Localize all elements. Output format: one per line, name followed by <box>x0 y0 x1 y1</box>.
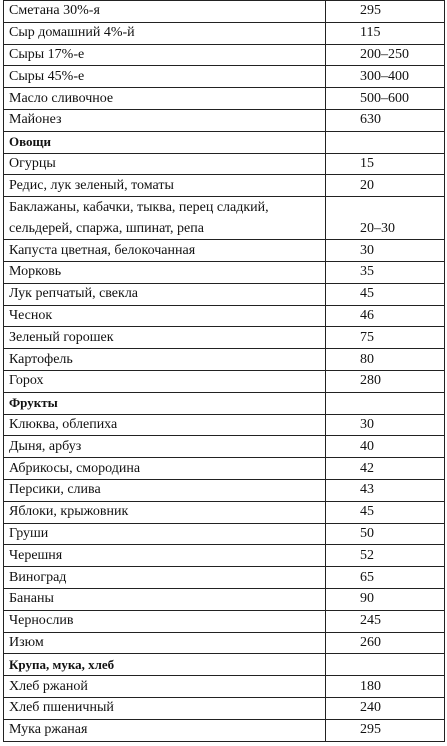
table-row <box>4 697 445 719</box>
calorie-value-cell: 42 <box>326 458 445 480</box>
calorie-value-cell: 300–400 <box>326 66 445 88</box>
table-row <box>4 523 445 545</box>
product-name-cell: Чеснок <box>4 305 326 327</box>
calorie-value-cell: 46 <box>326 305 445 327</box>
section-title: Фрукты <box>4 392 326 414</box>
calorie-value-cell: 52 <box>326 545 445 567</box>
table-row <box>4 349 445 371</box>
table-row <box>4 153 445 175</box>
product-name-cell: Дыня, арбуз <box>4 436 326 458</box>
table-row <box>4 719 445 741</box>
product-name-cell: Морковь <box>4 261 326 283</box>
table-row <box>4 66 445 88</box>
section-empty-cell <box>326 392 445 414</box>
calorie-value-cell: 240 <box>326 697 445 719</box>
product-name-cell: Лук репчатый, свекла <box>4 283 326 305</box>
product-name-cell: Персики, слива <box>4 479 326 501</box>
calorie-value-cell: 295 <box>326 719 445 741</box>
table-row <box>4 610 445 632</box>
product-name-cell: Горох <box>4 370 326 392</box>
calorie-table <box>3 0 445 742</box>
calorie-value-cell: 43 <box>326 479 445 501</box>
calorie-value-cell: 45 <box>326 501 445 523</box>
product-name-cell: Картофель <box>4 349 326 371</box>
product-name-cell: Клюква, облепиха <box>4 414 326 436</box>
calorie-value-cell: 40 <box>326 436 445 458</box>
section-header-row <box>4 654 445 676</box>
section-empty-cell <box>326 131 445 153</box>
calorie-value-cell: 20–30 <box>326 197 445 240</box>
calorie-value-cell: 20 <box>326 175 445 197</box>
table-row <box>4 109 445 131</box>
section-empty-cell <box>326 654 445 676</box>
product-name-cell: Сыр домашний 4%-й <box>4 22 326 44</box>
table-row <box>4 305 445 327</box>
product-name-cell: Хлеб ржаной <box>4 676 326 698</box>
table-row <box>4 175 445 197</box>
table-row <box>4 88 445 110</box>
calorie-table-body <box>4 1 445 742</box>
calorie-value-cell: 65 <box>326 567 445 589</box>
calorie-value-cell: 180 <box>326 676 445 698</box>
product-name-cell: Сметана 30%-я <box>4 1 326 23</box>
table-row <box>4 458 445 480</box>
section-title: Крупа, мука, хлеб <box>4 654 326 676</box>
calorie-value-cell: 15 <box>326 153 445 175</box>
calorie-value-cell: 260 <box>326 632 445 654</box>
table-row <box>4 588 445 610</box>
table-row <box>4 240 445 262</box>
product-name-cell: Яблоки, крыжовник <box>4 501 326 523</box>
calorie-value-cell: 115 <box>326 22 445 44</box>
table-row <box>4 261 445 283</box>
section-header-row <box>4 131 445 153</box>
table-row <box>4 44 445 66</box>
table-row <box>4 327 445 349</box>
product-name-cell: Редис, лук зеленый, томаты <box>4 175 326 197</box>
product-name-cell: Хлеб пшеничный <box>4 697 326 719</box>
product-name-cell: Черешня <box>4 545 326 567</box>
table-row <box>4 283 445 305</box>
section-header-row <box>4 392 445 414</box>
product-name-cell: Чернослив <box>4 610 326 632</box>
product-name-cell: Майонез <box>4 109 326 131</box>
product-name-cell: Огурцы <box>4 153 326 175</box>
calorie-value-cell: 45 <box>326 283 445 305</box>
product-name-cell: Сыры 45%-е <box>4 66 326 88</box>
table-row <box>4 370 445 392</box>
calorie-value-cell: 500–600 <box>326 88 445 110</box>
calorie-value-cell: 630 <box>326 109 445 131</box>
calorie-value-cell: 295 <box>326 1 445 23</box>
product-name-cell: Абрикосы, смородина <box>4 458 326 480</box>
product-name-cell: Виноград <box>4 567 326 589</box>
table-row <box>4 545 445 567</box>
calorie-value-cell: 30 <box>326 240 445 262</box>
table-row <box>4 22 445 44</box>
table-row <box>4 479 445 501</box>
product-name-cell: Зеленый горошек <box>4 327 326 349</box>
table-row <box>4 501 445 523</box>
calorie-value-cell: 35 <box>326 261 445 283</box>
calorie-value-cell: 245 <box>326 610 445 632</box>
table-row <box>4 1 445 23</box>
calorie-value-cell: 30 <box>326 414 445 436</box>
product-name-cell: Бананы <box>4 588 326 610</box>
product-name-cell: Мука ржаная <box>4 719 326 741</box>
calorie-value-cell: 280 <box>326 370 445 392</box>
calorie-value-cell: 90 <box>326 588 445 610</box>
product-name-cell: Масло сливочное <box>4 88 326 110</box>
table-row <box>4 632 445 654</box>
calorie-value-cell: 80 <box>326 349 445 371</box>
product-name-cell: Капуста цветная, белокочанная <box>4 240 326 262</box>
calorie-value-cell: 200–250 <box>326 44 445 66</box>
product-name-cell: Груши <box>4 523 326 545</box>
table-row <box>4 567 445 589</box>
calorie-value-cell: 50 <box>326 523 445 545</box>
table-row <box>4 414 445 436</box>
calorie-value-cell: 75 <box>326 327 445 349</box>
section-title: Овощи <box>4 131 326 153</box>
product-name-cell: Изюм <box>4 632 326 654</box>
table-row <box>4 676 445 698</box>
table-row <box>4 436 445 458</box>
table-row <box>4 197 445 240</box>
product-name-cell: Сыры 17%-е <box>4 44 326 66</box>
product-name-cell: Баклажаны, кабачки, тыква, перец сладкий, сельдерей, спаржа, шпинат, репа <box>4 197 326 240</box>
